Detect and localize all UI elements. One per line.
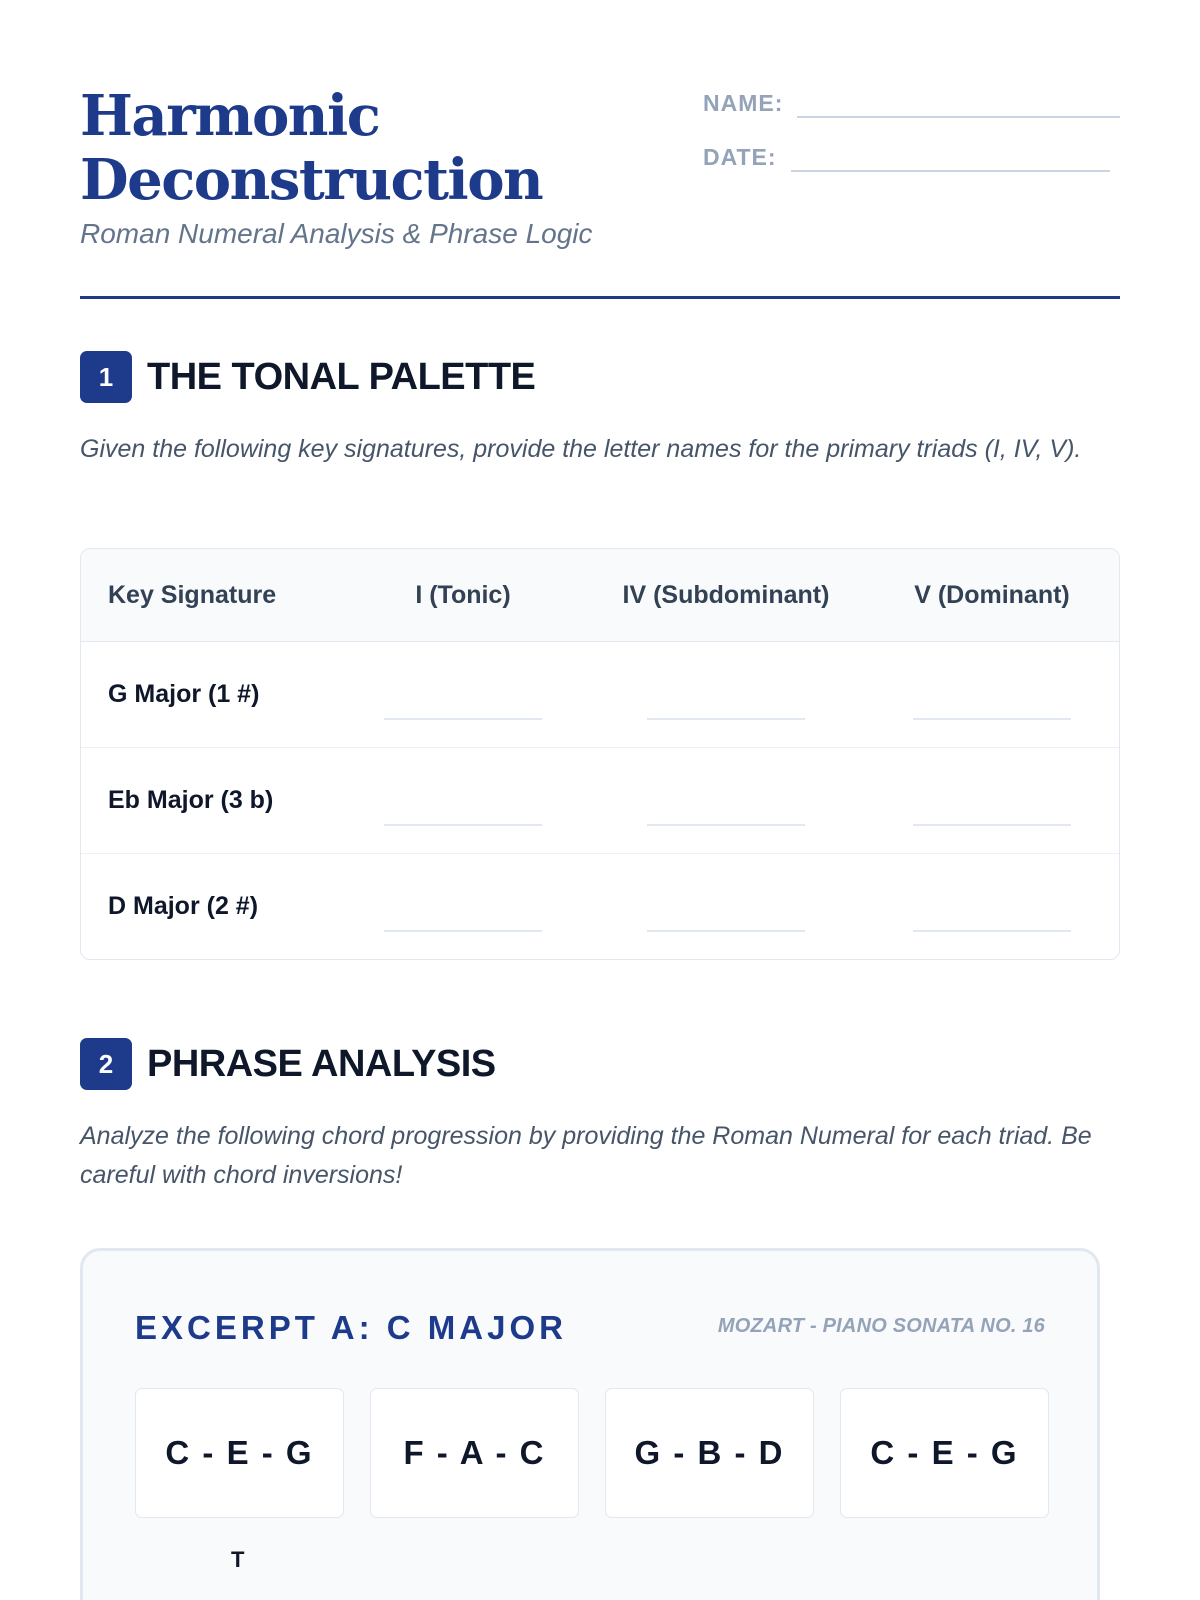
key-signature-cell: G Major (1 #) [81,642,339,748]
worksheet-header [80,83,1120,249]
answer-cell [587,642,865,748]
date-row [703,138,1120,172]
student-info [703,84,1120,192]
date-field[interactable] [791,140,1110,172]
section-2-badge: 2 [80,1038,132,1090]
tonic-answer-blank[interactable] [384,906,542,932]
section-2-title: PHRASE ANALYSIS [147,1042,496,1085]
name-field[interactable] [797,86,1120,118]
chord-box: F - A - C [370,1388,579,1518]
section-2-heading [80,1038,496,1090]
answer-cell [587,854,865,960]
section-1-instructions: Given the following key signatures, provide the letter names for the primary triads (I, IV, V). [80,435,1082,463]
name-label: NAME: [703,90,784,116]
tonic-answer-blank[interactable] [384,694,542,720]
column-header: Key Signature [81,549,339,642]
section-1-title: THE TONAL PALETTE [147,355,536,398]
excerpt-source: MOZART - PIANO SONATA NO. 16 [717,1315,1045,1337]
answer-cell [587,748,865,854]
triads-table [80,548,1120,960]
answer-cell [865,642,1119,748]
key-signature-cell: D Major (2 #) [108,892,259,920]
header-divider [80,296,1120,299]
name-row [703,84,1120,118]
section-1-badge: 1 [80,351,132,403]
tonic-answer-blank[interactable] [384,800,542,826]
chord-list [135,1388,1049,1518]
date-label: DATE: [703,144,777,170]
table-row [81,748,1119,854]
excerpt-card [80,1248,1100,1600]
answer-cell [865,748,1119,854]
table-row [81,642,1119,748]
chord-box: C - E - G [840,1388,1049,1518]
answer-cell [339,748,587,854]
section-2-instructions: Analyze the following chord progression by providing the Roman Numeral for each triad. Be careful with chord inversions! [80,1122,1092,1189]
dominant-answer-blank[interactable] [913,800,1071,826]
dominant-answer-blank[interactable] [913,694,1071,720]
section-1-heading [80,351,535,403]
subdominant-answer-blank[interactable] [647,906,805,932]
table-header-row [81,549,1119,642]
dominant-answer-blank[interactable] [913,906,1071,932]
answer-cell [865,854,1119,960]
roman-numeral-label: T [231,1547,245,1572]
subdominant-answer-blank[interactable] [647,694,805,720]
key-signature-cell: Eb Major (3 b) [81,748,339,854]
answer-cell [339,642,587,748]
table-row [81,854,1119,960]
excerpt-title: EXCERPT A: C MAJOR [135,1309,567,1346]
page-title: Harmonic Deconstruction [80,83,543,213]
chord-box: G - B - D [605,1388,814,1518]
column-header: I (Tonic) [339,549,587,642]
chord-box: C - E - G [135,1388,344,1518]
column-header: V (Dominant) [865,549,1119,642]
answer-cell [339,854,587,960]
page-subtitle: Roman Numeral Analysis & Phrase Logic [80,218,593,249]
column-header: IV (Subdominant) [587,549,865,642]
subdominant-answer-blank[interactable] [647,800,805,826]
